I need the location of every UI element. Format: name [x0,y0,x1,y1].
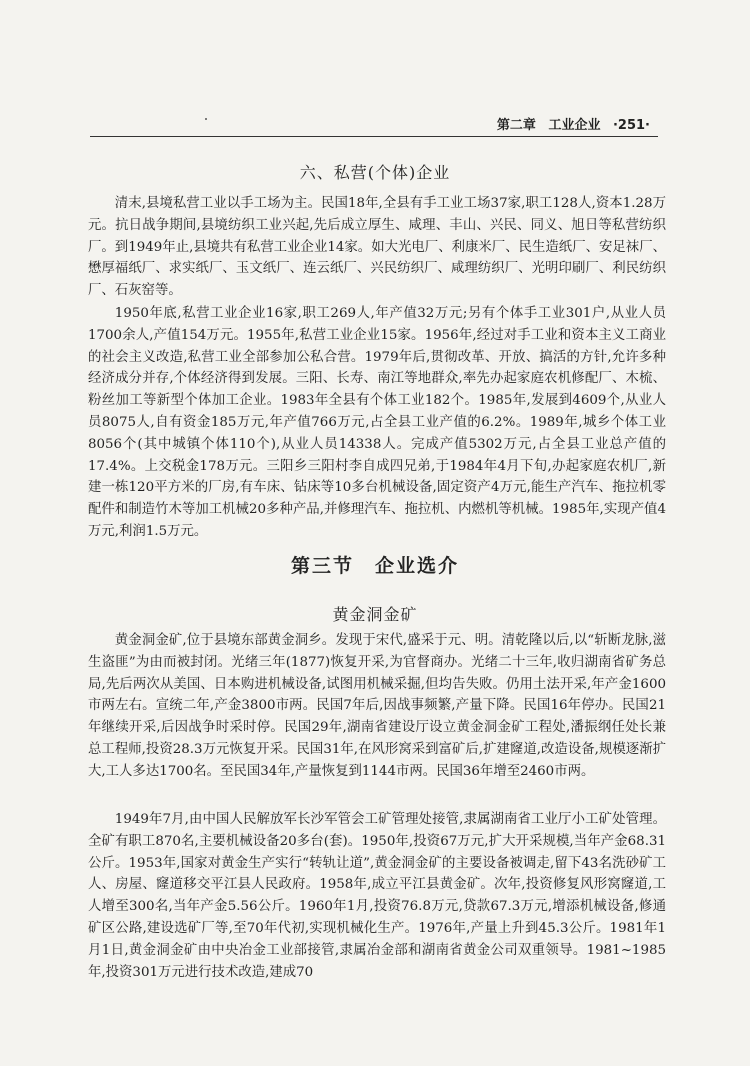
header-chapter: 第二章 [496,118,536,133]
paragraph-mine-1: 黄金洞金矿,位于县境东部黄金洞乡。发现于宋代,盛采于元、明。清乾隆以后,以“斩断龙脉,滋生盗匪”为由而被封闭。光绪三年(1877)恢复开采,为官督商办。光绪二十三年,收归湖南省矿务总局,先后两次从美国、日本购进机械设备,试图用机械采掘,但均告失败。仍用土法开采,年产金1600市两左右。宣统二年,产金3800市两。民国7年后,因战事频繁,产量下降。民国16年停办。民国21年继续开采,后因战争时采时停。民国29年,湖南省建设厅设立黄金洞金矿工程处,潘振纲任处长兼总工程师,投资28.3万元恢复开采。民国31年,在风形窝采到富矿后,扩建窿道,改造设备,规模逐渐扩大,工人多达1700名。至民国34年,产量恢复到1144市两。民国36年增至2460市两。 [88,633,666,779]
paragraph-mine-2: 1949年7月,由中国人民解放军长沙军管会工矿管理处接管,隶属湖南省工业厅小工矿处管理。全矿有职工870名,主要机械设备20多台(套)。1950年,投资67万元,扩大开采规模,当年产金68.31公斤。1953年,国家对黄金生产实行“转轨让道”,黄金洞金矿的主要设备被调走,留下43名洗砂矿工人、房屋、窿道移交平江县人民政府。1958年,成立平江县黄金矿。次年,投资修复风形窝窿道,工人增至300名,当年产金5.56公斤。1960年1月,投资76.8万元,贷款67.3万元,增添机械设备,修通矿区公路,建设选矿厂等,至70年代初,实现机械化生产。1976年,产量上升到45.3公斤。1981年1月1日,黄金洞金矿由中央冶金工业部接管,隶属冶金部和湖南省黄金公司双重领导。1981~1985年,投资301万元进行技术改造,建成70 [88,812,666,980]
page-number: ·251· [612,118,650,133]
header-text [489,114,650,133]
section-title-enterprise-profiles: 第三节 企业选介 [290,555,459,577]
paragraph-private-1: 清末,县境私营工业以手工场为主。民国18年,全县有手工业工场37家,职工128人,资本1.28万元。抗日战争期间,县境纺织工业兴起,先后成立厚生、咸理、丰山、兴民、同义、旭日等私营纺织厂。到1949年止,县境共有私营工业企业14家。如大光电厂、利康米厂、民生造纸厂、安足袜厂、懋厚福纸厂、求实纸厂、玉文纸厂、连云纸厂、兴民纺织厂、咸理纺织厂、光明印刷厂、利民纺织厂、石灰窑等。 [88,196,666,299]
running-header [90,112,658,137]
paragraph-private-2: 1950年底,私营工业企业16家,职工269人,年产值32万元;另有个体手工业301户,从业人员1700余人,产值154万元。1955年,私营工业企业15家。1956年,经过对手工业和资本主义工商业的社会主义改造,私营工业全部参加公私合营。1979年后,贯彻改革、开放、搞活的方针,允许多种经济成分并存,个体经济得到发展。三阳、长寿、南江等地群众,率先办起家庭农机修配厂、木梳、粉丝加工等新型个体加工企业。1983年全县有个体工业182个。1985年,发展到4609个,从业人员8075人,自有资金185万元,年产值766万元,占全县工业产值的6.2%。1989年,城乡个体工业8056个(其中城镇个体110个),从业人员14338人。完成产值5302万元,占全县工业总产值的17.4%。上交税金178万元。三阳乡三阳村李自成四兄弟,于1984年4月下旬,办起家庭农机厂,新建一栋120平方米的厂房,有车床、钻床等10多台机械设备,固定资产4万元,能生产汽车、拖拉机零配件和制造竹木等加工机械20多种产品,并修理汽车、拖拉机、内燃机等机械。1985年,实现产值4万元,利润1.5万元。 [88,306,666,539]
subsection-title-gold-mine: 黄金洞金矿 [332,605,418,624]
subsection-title-private-enterprise: 六、私营(个体)企业 [299,163,451,182]
header-chapter-title: 工业企业 [548,118,601,133]
